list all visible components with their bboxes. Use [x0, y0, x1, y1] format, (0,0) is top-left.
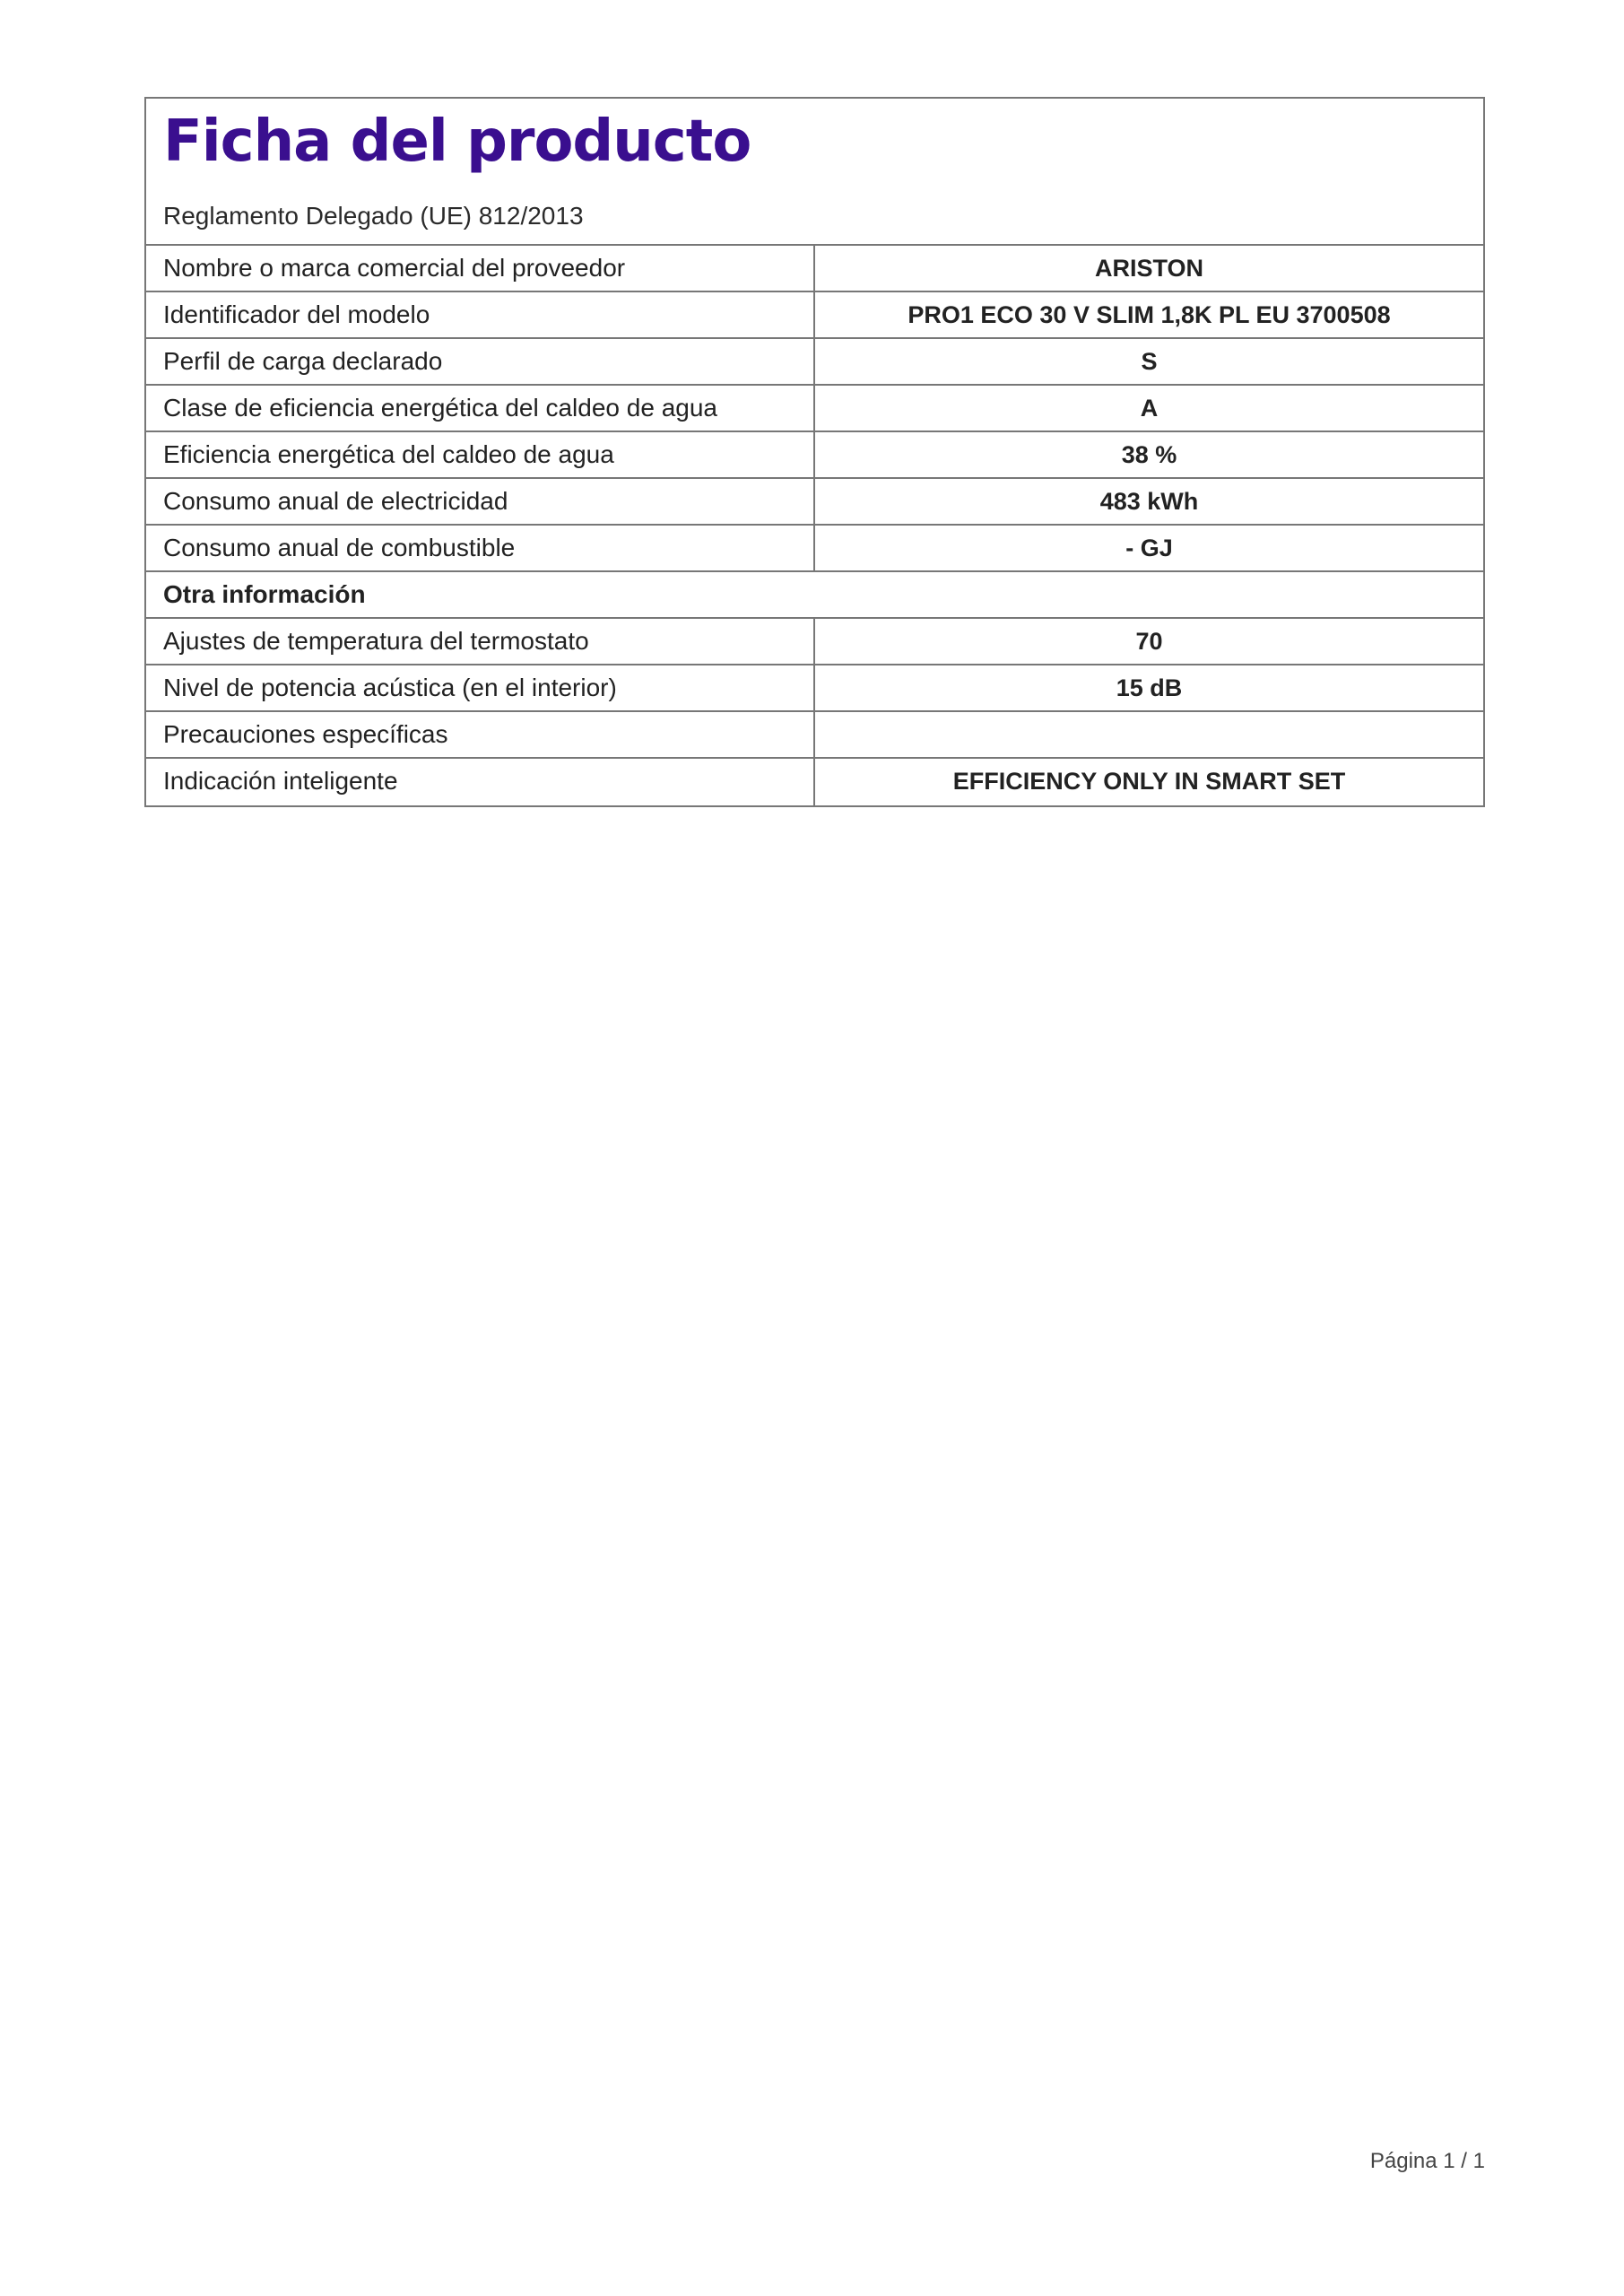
table-row-smart-indication	[146, 759, 1483, 805]
row-label: Precauciones específicas	[146, 712, 815, 757]
row-label: Ajustes de temperatura del termostato	[146, 619, 815, 664]
table-row-model	[146, 292, 1483, 339]
row-label: Identificador del modelo	[146, 292, 815, 337]
table-row-thermostat	[146, 619, 1483, 665]
row-value: S	[1141, 348, 1158, 375]
table-row-efficiency-class	[146, 386, 1483, 432]
row-value	[815, 712, 1483, 757]
table-row-precautions	[146, 712, 1483, 759]
sheet-header	[146, 99, 1483, 246]
table-row-fuel	[146, 526, 1483, 572]
row-value: PRO1 ECO 30 V SLIM 1,8K PL EU 3700508	[908, 301, 1391, 328]
row-label: Eficiencia energética del caldeo de agua	[146, 432, 815, 477]
table-row-load-profile	[146, 339, 1483, 386]
row-label: Nivel de potencia acústica (en el interior)	[146, 665, 815, 710]
table-row-electricity	[146, 479, 1483, 526]
table-row-supplier	[146, 246, 1483, 292]
row-value: 70	[1135, 628, 1163, 655]
regulation-subtitle: Reglamento Delegado (UE) 812/2013	[163, 202, 584, 230]
row-label: Consumo anual de combustible	[146, 526, 815, 570]
row-value: 15 dB	[1116, 674, 1183, 701]
row-value: 483 kWh	[1099, 488, 1199, 515]
section-label: Otra información	[163, 580, 366, 608]
page-title: Ficha del producto	[163, 109, 751, 175]
row-value: A	[1140, 395, 1159, 422]
row-value: 38 %	[1121, 441, 1177, 468]
row-label: Indicación inteligente	[146, 759, 815, 805]
row-label: Clase de eficiencia energética del caldeo de agua	[146, 386, 815, 430]
page-number: Página 1 / 1	[1369, 2149, 1485, 2173]
row-label: Perfil de carga declarado	[146, 339, 815, 384]
table-row-efficiency	[146, 432, 1483, 479]
row-label: Nombre o marca comercial del proveedor	[146, 246, 815, 291]
row-value: - GJ	[1125, 535, 1173, 561]
row-value: EFFICIENCY ONLY IN SMART SET	[952, 768, 1346, 795]
row-value: ARISTON	[1094, 255, 1203, 282]
row-label: Consumo anual de electricidad	[146, 479, 815, 524]
table-row-sound-power	[146, 665, 1483, 712]
section-header-other-info	[146, 572, 1483, 619]
product-sheet	[144, 97, 1485, 807]
